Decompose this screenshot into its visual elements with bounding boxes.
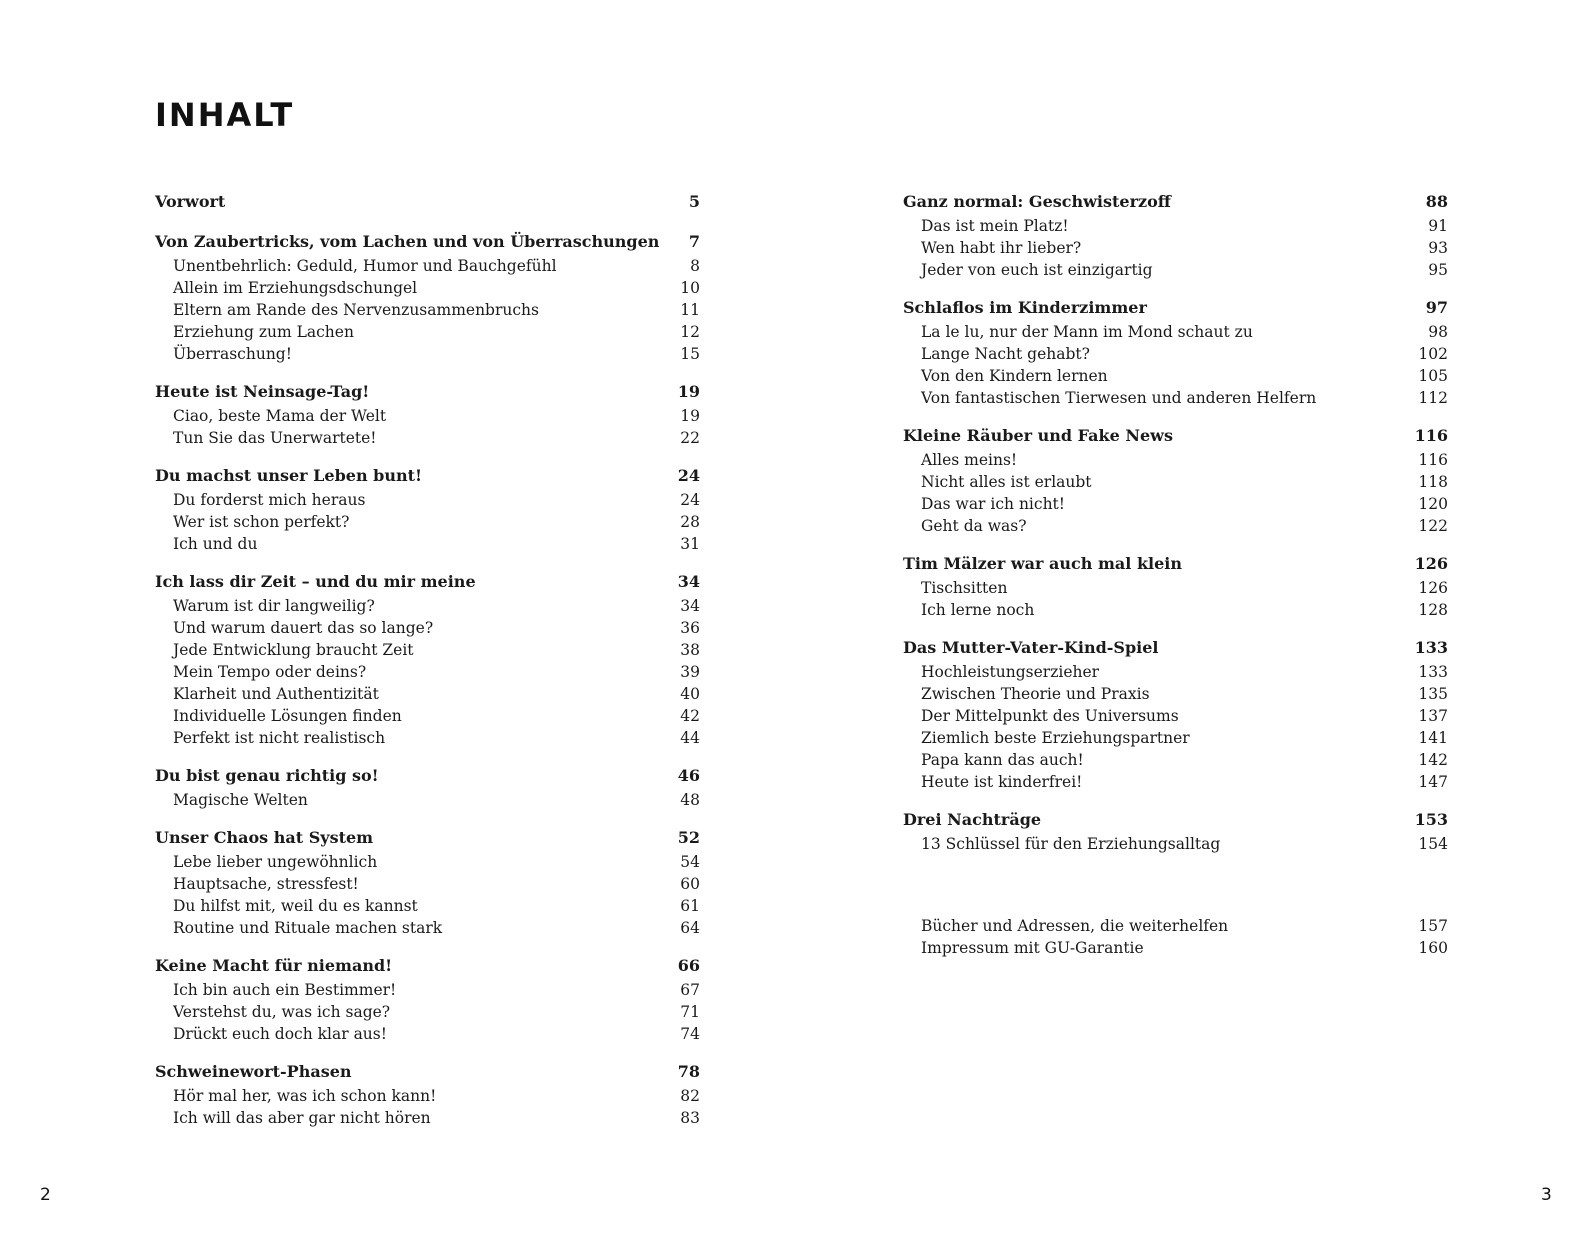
toc-section-entry-label: Lebe lieber ungewöhnlich [173, 853, 378, 871]
toc-section-entry[interactable] [903, 321, 1448, 343]
toc-chapter [903, 807, 1448, 855]
toc-section-entry-page: 126 [1418, 579, 1448, 597]
toc-section-entry[interactable] [155, 1001, 700, 1023]
toc-section-entry[interactable] [155, 639, 700, 661]
toc-section-entry[interactable] [903, 727, 1448, 749]
toc-section-entry[interactable] [903, 705, 1448, 727]
toc-chapter-entry-page: 7 [688, 232, 700, 251]
toc-chapter-entry-page: 78 [677, 1062, 700, 1081]
toc-section-entry-page: 12 [680, 323, 700, 341]
toc-section-entry-label: Geht da was? [921, 517, 1027, 535]
toc-chapter [903, 189, 1448, 281]
toc-section-entry-label: Ich bin auch ein Bestimmer! [173, 981, 397, 999]
toc-section-entry-page: 19 [680, 407, 700, 425]
toc-section-entry-page: 31 [680, 535, 700, 553]
toc-section-entry-page: 10 [680, 279, 700, 297]
toc-section-entry-label: Du forderst mich heraus [173, 491, 366, 509]
toc-section-entry-label: Allein im Erziehungsdschungel [173, 279, 418, 297]
toc-section-entry-label: Magische Welten [173, 791, 308, 809]
toc-chapter-entry-page: 88 [1425, 192, 1448, 211]
toc-chapter-entry[interactable] [903, 189, 1448, 215]
toc-chapter-entry-page: 66 [677, 956, 700, 975]
toc-chapter [155, 229, 700, 365]
toc-chapter [155, 379, 700, 449]
toc-section-entry-page: 118 [1418, 473, 1448, 491]
toc-section-entry-page: 44 [680, 729, 700, 747]
toc-chapter-entry-page: 153 [1414, 810, 1448, 829]
toc-section-entry[interactable] [903, 365, 1448, 387]
toc-chapter [155, 825, 700, 939]
toc-section-entry-label: Tun Sie das Unerwartete! [173, 429, 377, 447]
toc-chapter-entry-label: Unser Chaos hat System [155, 828, 374, 847]
toc-chapter-entry-page: 24 [677, 466, 700, 485]
toc-section-entry-page: 28 [680, 513, 700, 531]
toc-chapter [155, 569, 700, 749]
toc-section-entry[interactable] [903, 599, 1448, 621]
toc-section-entry-label: Nicht alles ist erlaubt [921, 473, 1092, 491]
toc-chapter-entry[interactable] [155, 763, 700, 789]
toc-chapter-entry-page: 46 [677, 766, 700, 785]
page-number-right: 3 [1541, 1185, 1552, 1205]
toc-section-entry-label: Drückt euch doch klar aus! [173, 1025, 387, 1043]
page-title: INHALT [155, 96, 295, 134]
toc-section-entry-label: Ich will das aber gar nicht hören [173, 1109, 431, 1127]
toc-section-entry-label: Wer ist schon perfekt? [173, 513, 350, 531]
toc-section-entry-label: Du hilfst mit, weil du es kannst [173, 897, 418, 915]
toc-chapter-entry-label: Ich lass dir Zeit – und du mir meine [155, 572, 476, 591]
toc-section-entry-page: 116 [1418, 451, 1448, 469]
toc-section-entry-label: Unentbehrlich: Geduld, Humor und Bauchgefühl [173, 257, 557, 275]
toc-extra-entry-label: Impressum mit GU-Garantie [921, 939, 1144, 957]
toc-section-entry-label: Jeder von euch ist einzigartig [921, 261, 1153, 279]
toc-section-entry-page: 147 [1418, 773, 1448, 791]
toc-chapter-entry-label: Du machst unser Leben bunt! [155, 466, 423, 485]
toc-chapter-entry-page: 19 [677, 382, 700, 401]
toc-section-entry-label: Verstehst du, was ich sage? [173, 1003, 391, 1021]
toc-section-entry-label: Hochleistungserzieher [921, 663, 1100, 681]
toc-section-entry-label: Routine und Rituale machen stark [173, 919, 443, 937]
toc-section-entry[interactable] [155, 617, 700, 639]
toc-section-entry[interactable] [903, 515, 1448, 537]
toc-section-entry-label: Mein Tempo oder deins? [173, 663, 367, 681]
toc-section-entry-label: Heute ist kinderfrei! [921, 773, 1083, 791]
toc-chapter-entry[interactable] [155, 229, 700, 255]
toc-chapter-entry-label: Das Mutter-Vater-Kind-Spiel [903, 638, 1159, 657]
toc-section-entry-page: 15 [680, 345, 700, 363]
toc-section-entry-page: 82 [680, 1087, 700, 1105]
toc-extra-entry[interactable] [903, 915, 1448, 937]
toc-chapter [155, 189, 700, 215]
toc-section-entry[interactable] [155, 873, 700, 895]
toc-section-entry-page: 22 [680, 429, 700, 447]
toc-chapter-entry[interactable] [903, 551, 1448, 577]
toc-section-entry-page: 74 [680, 1025, 700, 1043]
toc-chapter-entry[interactable] [155, 463, 700, 489]
toc-chapter-entry-label: Ganz normal: Geschwisterzoff [903, 192, 1171, 211]
toc-section-entry-page: 36 [680, 619, 700, 637]
toc-extras [903, 915, 1448, 959]
toc-section-entry[interactable] [903, 493, 1448, 515]
toc-section-entry-page: 141 [1418, 729, 1448, 747]
toc-section-entry[interactable] [155, 255, 700, 277]
toc-chapter-entry-page: 34 [677, 572, 700, 591]
toc-section-entry-label: Zwischen Theorie und Praxis [921, 685, 1150, 703]
toc-section-entry[interactable] [155, 595, 700, 617]
toc-section-entry[interactable] [155, 533, 700, 555]
toc-left-column [155, 189, 700, 1143]
toc-section-entry-page: 135 [1418, 685, 1448, 703]
toc-section-entry[interactable] [903, 237, 1448, 259]
toc-section-entry[interactable] [155, 727, 700, 749]
toc-section-entry-page: 34 [680, 597, 700, 615]
toc-chapter-entry-label: Kleine Räuber und Fake News [903, 426, 1173, 445]
toc-chapter-entry[interactable] [903, 295, 1448, 321]
toc-section-entry-page: 8 [690, 257, 700, 275]
toc-section-entry[interactable] [903, 577, 1448, 599]
toc-chapter-entry-page: 126 [1414, 554, 1448, 573]
toc-section-entry-label: Das war ich nicht! [921, 495, 1066, 513]
toc-section-entry[interactable] [903, 449, 1448, 471]
toc-chapter-entry-label: Vorwort [155, 192, 226, 211]
toc-section-entry[interactable] [155, 917, 700, 939]
toc-chapter-entry[interactable] [155, 569, 700, 595]
toc-section-entry-label: Ciao, beste Mama der Welt [173, 407, 387, 425]
toc-chapter-entry-page: 133 [1414, 638, 1448, 657]
toc-section-entry-label: Jede Entwicklung braucht Zeit [173, 641, 414, 659]
toc-chapter-entry[interactable] [903, 635, 1448, 661]
toc-chapter-entry-label: Von Zaubertricks, vom Lachen und von Überraschungen [155, 232, 660, 251]
toc-section-entry[interactable] [903, 683, 1448, 705]
toc-section-entry-label: Erziehung zum Lachen [173, 323, 354, 341]
toc-chapter-entry-page: 97 [1425, 298, 1448, 317]
toc-section-entry-label: Ich und du [173, 535, 258, 553]
toc-section-entry[interactable] [903, 749, 1448, 771]
toc-section-entry-page: 102 [1418, 345, 1448, 363]
toc-chapter-entry-label: Heute ist Neinsage-Tag! [155, 382, 370, 401]
toc-section-entry[interactable] [155, 511, 700, 533]
toc-section-entry-page: 93 [1428, 239, 1448, 257]
toc-section-entry-label: Individuelle Lösungen finden [173, 707, 402, 725]
toc-section-entry[interactable] [155, 1085, 700, 1107]
toc-section-entry-page: 42 [680, 707, 700, 725]
page-number-left: 2 [40, 1185, 51, 1205]
toc-section-entry[interactable] [903, 661, 1448, 683]
toc-section-entry-page: 142 [1418, 751, 1448, 769]
toc-chapter-entry[interactable] [155, 189, 700, 215]
toc-chapter-entry[interactable] [903, 423, 1448, 449]
toc-section-entry-label: Tischsitten [921, 579, 1008, 597]
toc-section-entry-label: Das ist mein Platz! [921, 217, 1069, 235]
toc-section-entry-page: 48 [680, 791, 700, 809]
toc-section-entry[interactable] [903, 387, 1448, 409]
toc-section-entry[interactable] [155, 895, 700, 917]
toc-chapter-entry-label: Schweinewort-Phasen [155, 1062, 352, 1081]
toc-section-entry-page: 122 [1418, 517, 1448, 535]
toc-section-entry[interactable] [903, 771, 1448, 793]
toc-section-entry-page: 61 [680, 897, 700, 915]
toc-section-entry-label: Hör mal her, was ich schon kann! [173, 1087, 437, 1105]
toc-section-entry-label: Ich lerne noch [921, 601, 1035, 619]
toc-section-entry-label: Papa kann das auch! [921, 751, 1084, 769]
toc-chapter [903, 423, 1448, 537]
toc-chapter-entry-label: Du bist genau richtig so! [155, 766, 379, 785]
toc-section-entry[interactable] [155, 705, 700, 727]
toc-section-entry-label: Von fantastischen Tierwesen und anderen Helfern [921, 389, 1317, 407]
toc-section-entry[interactable] [903, 215, 1448, 237]
toc-extra-entry-label: Bücher und Adressen, die weiterhelfen [921, 917, 1229, 935]
toc-chapter-entry-page: 52 [677, 828, 700, 847]
toc-section-entry-page: 71 [680, 1003, 700, 1021]
toc-section-entry-page: 60 [680, 875, 700, 893]
toc-section-entry-label: Ziemlich beste Erziehungspartner [921, 729, 1190, 747]
toc-section-entry-label: Überraschung! [173, 345, 292, 363]
toc-section-entry-label: Und warum dauert das so lange? [173, 619, 434, 637]
toc-section-entry-label: Warum ist dir langweilig? [173, 597, 375, 615]
toc-section-entry[interactable] [155, 405, 700, 427]
toc-chapter [903, 551, 1448, 621]
toc-chapter-entry[interactable] [155, 953, 700, 979]
toc-section-entry-page: 98 [1428, 323, 1448, 341]
toc-section-entry-page: 67 [680, 981, 700, 999]
toc-chapter [155, 1059, 700, 1129]
toc-chapter-entry[interactable] [155, 1059, 700, 1085]
toc-section-entry[interactable] [155, 683, 700, 705]
toc-section-entry-page: 133 [1418, 663, 1448, 681]
toc-section-entry-label: Alles meins! [921, 451, 1018, 469]
toc-chapter-entry[interactable] [155, 379, 700, 405]
toc-section-entry[interactable] [903, 833, 1448, 855]
toc-extra-entry-page: 157 [1418, 917, 1448, 935]
toc-section-entry[interactable] [155, 1023, 700, 1045]
toc-section-entry[interactable] [155, 299, 700, 321]
toc-section-entry-page: 39 [680, 663, 700, 681]
toc-section-entry-page: 91 [1428, 217, 1448, 235]
toc-section-entry-page: 128 [1418, 601, 1448, 619]
toc-chapter [155, 953, 700, 1045]
toc-section-entry-label: Klarheit und Authentizität [173, 685, 379, 703]
toc-section-entry[interactable] [903, 343, 1448, 365]
toc-chapter [155, 763, 700, 811]
toc-right-column [903, 189, 1448, 869]
toc-chapter [903, 295, 1448, 409]
toc-chapter-entry-label: Tim Mälzer war auch mal klein [903, 554, 1182, 573]
toc-extra-entry[interactable] [903, 937, 1448, 959]
toc-section-entry-page: 137 [1418, 707, 1448, 725]
toc-chapter-entry-label: Keine Macht für niemand! [155, 956, 393, 975]
toc-section-entry-label: 13 Schlüssel für den Erziehungsalltag [921, 835, 1221, 853]
toc-section-entry[interactable] [903, 259, 1448, 281]
toc-chapter-entry-label: Schlaflos im Kinderzimmer [903, 298, 1147, 317]
toc-section-entry-label: Hauptsache, stressfest! [173, 875, 359, 893]
toc-section-entry[interactable] [155, 321, 700, 343]
toc-chapter-entry-label: Drei Nachträge [903, 810, 1042, 829]
toc-section-entry[interactable] [903, 471, 1448, 493]
toc-chapter [155, 463, 700, 555]
toc-section-entry-page: 24 [680, 491, 700, 509]
toc-section-entry-page: 83 [680, 1109, 700, 1127]
toc-section-entry[interactable] [155, 661, 700, 683]
toc-section-entry-label: Eltern am Rande des Nervenzusammenbruchs [173, 301, 539, 319]
toc-section-entry[interactable] [155, 979, 700, 1001]
toc-section-entry-page: 112 [1418, 389, 1448, 407]
toc-section-entry-page: 11 [680, 301, 700, 319]
toc-section-entry-label: Wen habt ihr lieber? [921, 239, 1082, 257]
toc-section-entry-page: 40 [680, 685, 700, 703]
toc-section-entry[interactable] [155, 489, 700, 511]
toc-section-entry-label: Lange Nacht gehabt? [921, 345, 1090, 363]
toc-section-entry-page: 105 [1418, 367, 1448, 385]
toc-chapter-entry-page: 5 [688, 192, 700, 211]
toc-section-entry-label: Der Mittelpunkt des Universums [921, 707, 1179, 725]
toc-chapter-entry[interactable] [903, 807, 1448, 833]
toc-section-entry[interactable] [155, 277, 700, 299]
toc-chapter [903, 635, 1448, 793]
toc-section-entry-page: 64 [680, 919, 700, 937]
toc-section-entry[interactable] [155, 851, 700, 873]
toc-section-entry-label: La le lu, nur der Mann im Mond schaut zu [921, 323, 1253, 341]
toc-extra-entry-page: 160 [1418, 939, 1448, 957]
toc-section-entry-page: 54 [680, 853, 700, 871]
toc-chapter-entry-page: 116 [1414, 426, 1448, 445]
toc-chapter-entry[interactable] [155, 825, 700, 851]
toc-section-entry[interactable] [155, 343, 700, 365]
toc-section-entry-label: Perfekt ist nicht realistisch [173, 729, 386, 747]
toc-section-entry[interactable] [155, 789, 700, 811]
toc-section-entry-label: Von den Kindern lernen [921, 367, 1108, 385]
toc-section-entry-page: 38 [680, 641, 700, 659]
toc-section-entry[interactable] [155, 1107, 700, 1129]
toc-section-entry-page: 154 [1418, 835, 1448, 853]
toc-section-entry[interactable] [155, 427, 700, 449]
toc-section-entry-page: 120 [1418, 495, 1448, 513]
toc-section-entry-page: 95 [1428, 261, 1448, 279]
